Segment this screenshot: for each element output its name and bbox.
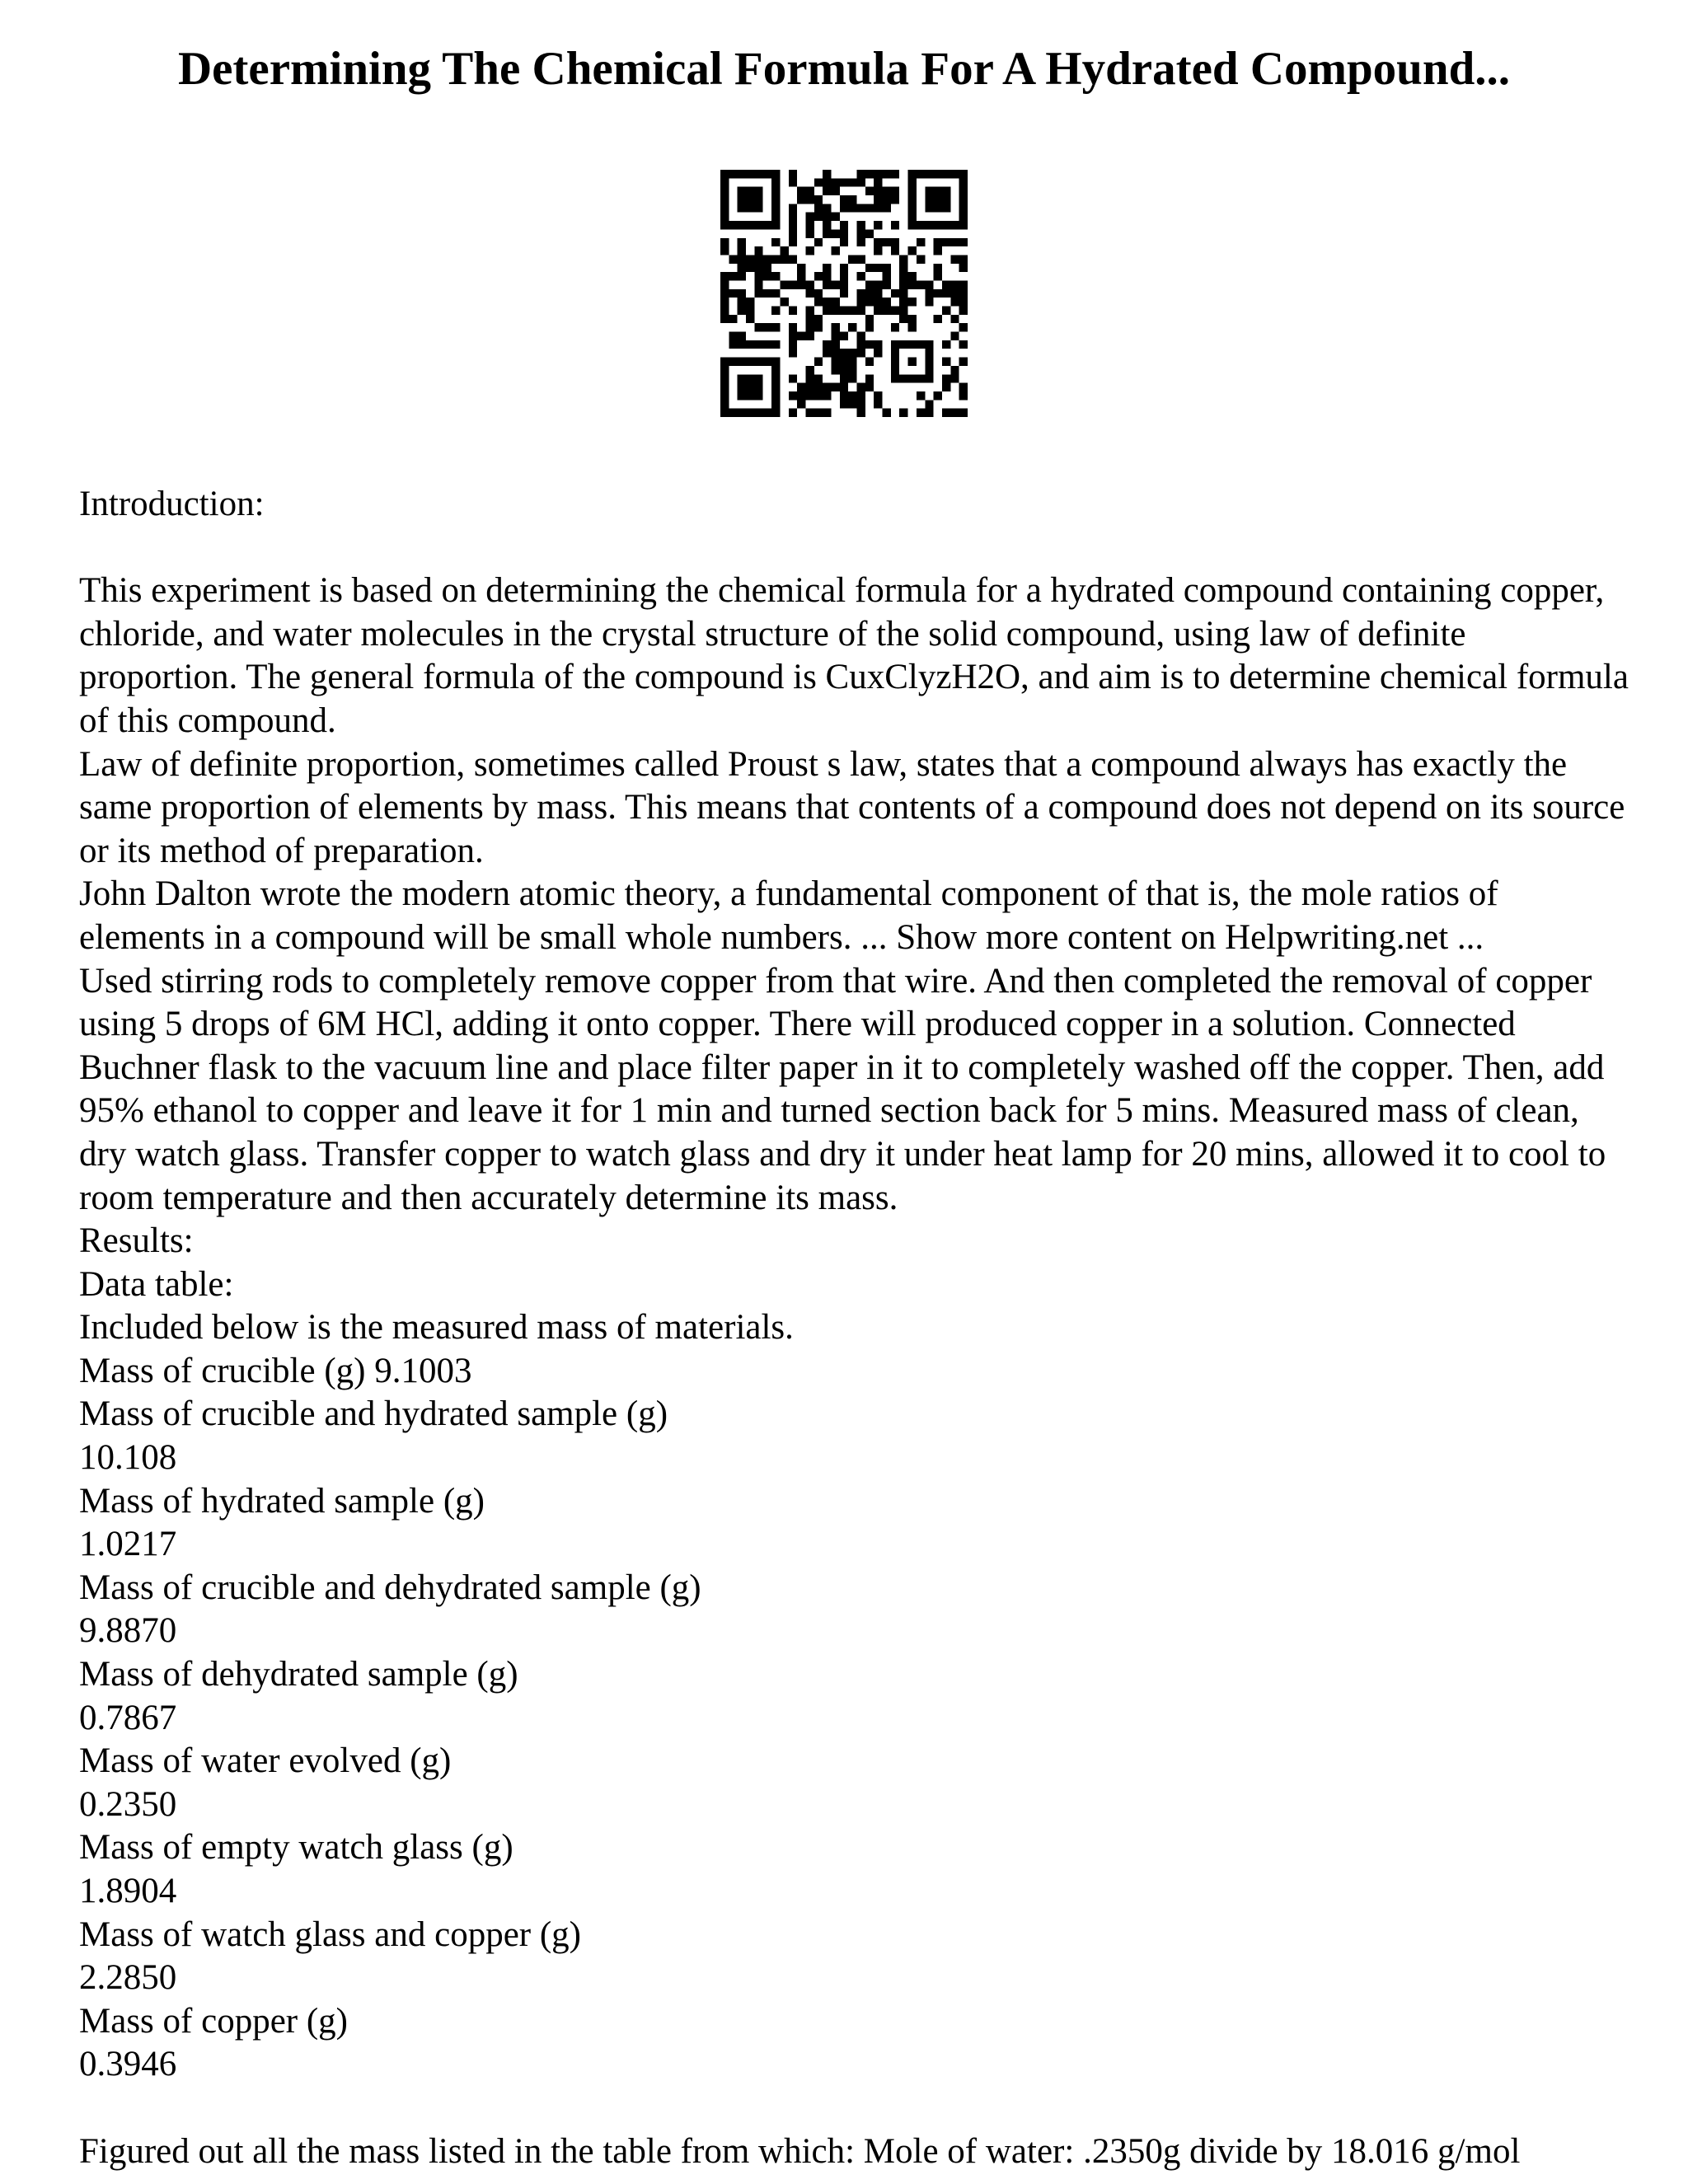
- table-row-label: Mass of crucible (g) 9.1003: [79, 1351, 472, 1390]
- table-row-label: Mass of watch glass and copper (g): [79, 1915, 581, 1954]
- conclusion-text: Figured out all the mass listed in the table from which: Mole of water: .2350g divide by 18.016 g/mol: [79, 2131, 1521, 2171]
- table-row-value: 1.0217: [79, 1525, 177, 1564]
- intro-paragraph-1: This experiment is based on determining the chemical formula for a hydrated compound containing copper, chloride, and water molecules in the crystal structure of the solid compound, using law of definite proportion. The general formula of the compound is CuxClyzH2O, and aim is to determine chemical formula of this compound.: [79, 571, 1629, 740]
- results-heading: Results:: [79, 1221, 194, 1261]
- table-row-label: Mass of hydrated sample (g): [79, 1481, 485, 1521]
- document-title: Determining The Chemical Formula For A Hydrated Compound...: [177, 43, 1511, 95]
- table-row-value: 9.8870: [79, 1611, 177, 1651]
- intro-heading: Introduction:: [79, 485, 265, 523]
- table-row-label: Mass of empty watch glass (g): [79, 1828, 513, 1868]
- intro-paragraph-4: Used stirring rods to completely remove copper from that wire. And then completed the removal of copper using 5 drops of 6M HCl, adding it onto copper. There will produced copper in a solution. Connected Buchner flask to the vacuum line and place filter paper in it to completely washed off the copper. Then, add 95% ethanol to copper and leave it for 1 min and turned section back for 5 mins. Measured mass of clean, dry watch glass. Transfer copper to watch glass and dry it under heat lamp for 20 mins, allowed it to cool to room temperature and then accurately determine its mass.: [79, 961, 1606, 1217]
- data-table-heading: Data table:: [79, 1264, 234, 1304]
- table-row-value: 0.2350: [79, 1784, 177, 1824]
- data-table-intro: Included below is the measured mass of materials.: [79, 1308, 794, 1347]
- table-row-label: Mass of crucible and dehydrated sample (g): [79, 1568, 701, 1607]
- qr-code-icon: [720, 170, 968, 417]
- intro-paragraph-3: John Dalton wrote the modern atomic theory, a fundamental component of that is, the mole ratios of elements in a compound will be small whole numbers. ... Show more content on Helpwriting.net ...: [79, 874, 1498, 957]
- table-row-label: Mass of crucible and hydrated sample (g): [79, 1394, 668, 1434]
- table-row-value: 10.108: [79, 1438, 177, 1478]
- table-row-value: 0.7867: [79, 1698, 177, 1737]
- table-row-label: Mass of copper (g): [79, 2001, 348, 2041]
- table-row-value: 0.3946: [79, 2045, 177, 2084]
- intro-paragraph-2: Law of definite proportion, sometimes called Proust s law, states that a compound always has exactly the same proportion of elements by mass. This means that contents of a compound does not depend on its source or its method of preparation.: [79, 744, 1625, 870]
- table-row-value: 2.2850: [79, 1958, 177, 1998]
- table-row-label: Mass of dehydrated sample (g): [79, 1655, 518, 1694]
- table-row-label: Mass of water evolved (g): [79, 1741, 452, 1781]
- table-row-value: 1.8904: [79, 1872, 177, 1910]
- data-table: [79, 1350, 1629, 2087]
- document-body: [79, 483, 1629, 2173]
